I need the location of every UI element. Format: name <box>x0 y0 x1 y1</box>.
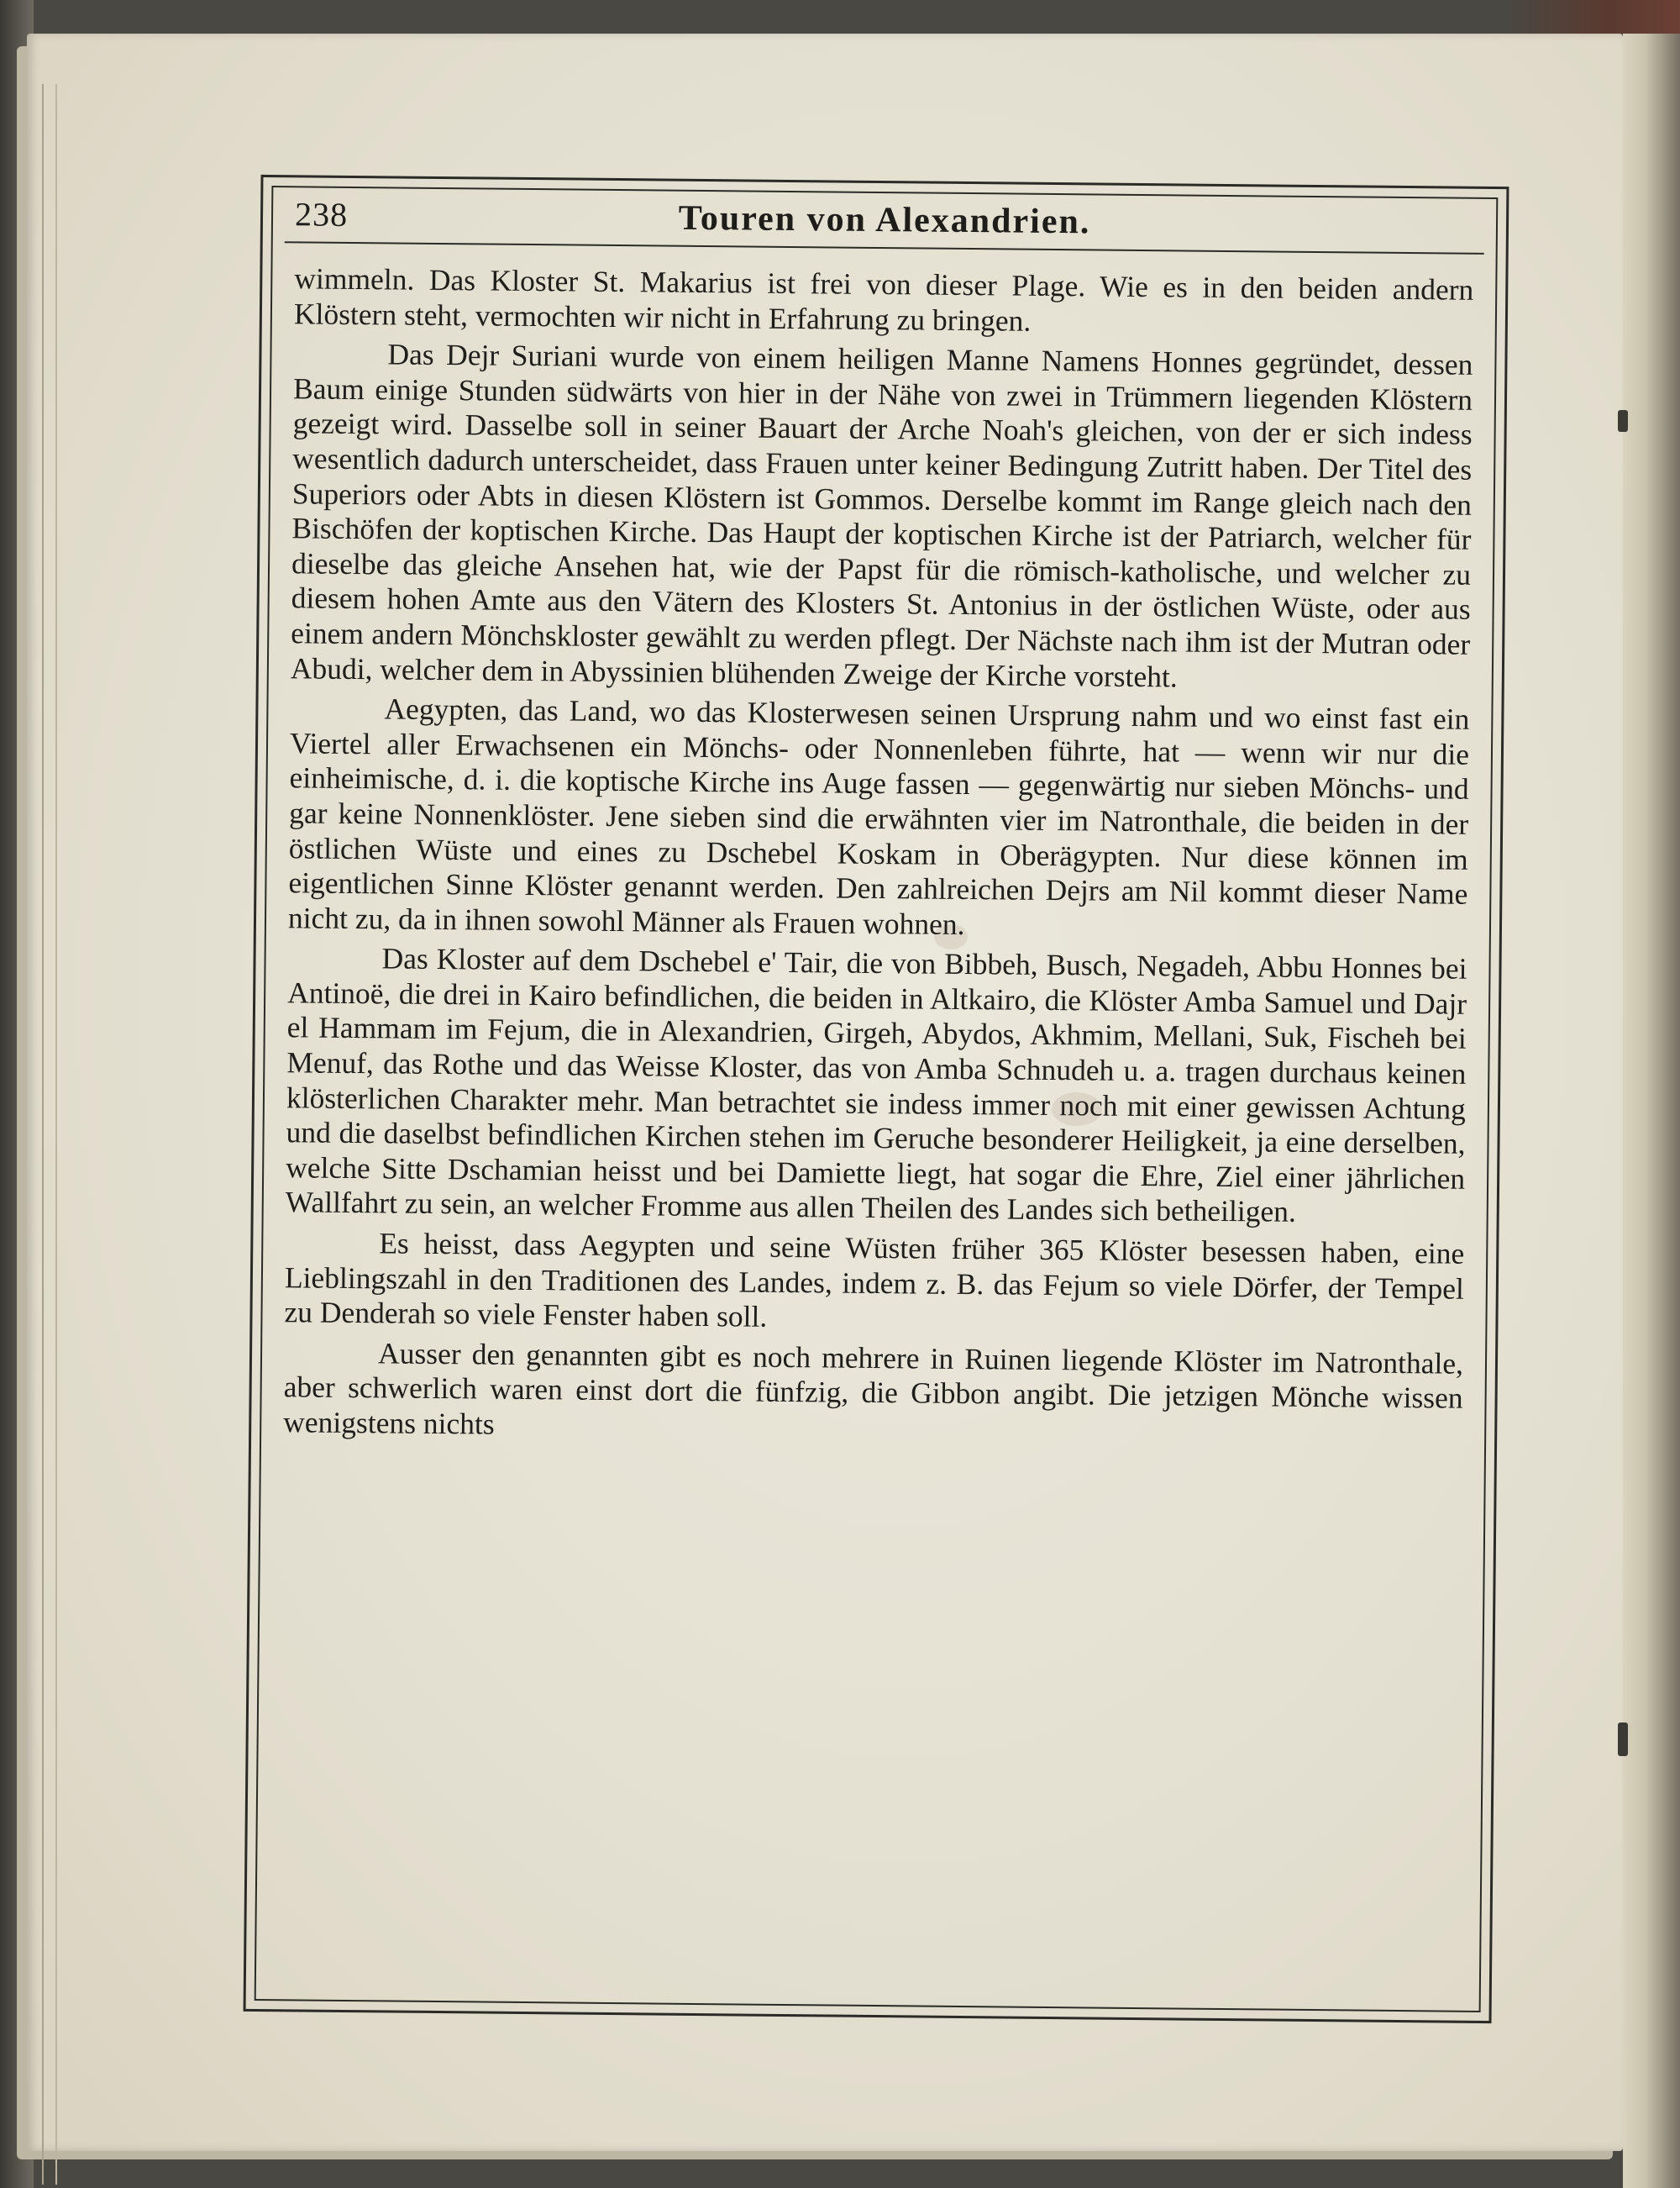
text-frame <box>244 175 1509 2023</box>
paragraph-continued: wimmeln. Das Kloster St. Makarius ist frei von dieser Plage. Wie es in den beiden andern Klöstern steht, vermochten wir nicht in Erfahrung zu bringen. <box>293 261 1474 338</box>
book-cover-corner <box>1504 0 1680 34</box>
paragraph: Aegypten, das Land, wo das Klosterwesen seinen Ursprung nahm und wo einst fast ein Viertel aller Erwachsenen ein Mönchs- oder Nonnenleben führte, hat — wenn wir nur die einheimische, d. i. die koptische Kirche ins Auge fassen — gegenwärtig nur sieben Mönchs- und gar keine Nonnenklöster. Jene sieben sind die erwähnten vier im Natronthale, die beiden in der östlichen Wüste und eines zu Dschebel Koskam in Oberägypten. Nur diese können im eigentlichen Sinne Klöster genannt werden. Den zahlreichen Dejrs am Nil kommt dieser Name nicht zu, da in ihnen sowohl Männer als Frauen wohnen. <box>287 692 1470 941</box>
book-spine-edge <box>1623 0 1680 2188</box>
text-body <box>283 261 1473 1451</box>
page-number: 238 <box>294 195 349 234</box>
paragraph: Ausser den genannten gibt es noch mehrere in Ruinen liegende Klöster im Natronthale, aber schwerlich waren einst dort die fünfzig, die Gibbon angibt. Die jetzigen Mönche wissen wenigstens nichts <box>283 1336 1464 1441</box>
running-title: Touren von Alexandrien. <box>678 198 1091 242</box>
paragraph: Es heisst, dass Aegypten und seine Wüsten früher 365 Klöster besessen haben, eine Lieblingszahl in den Traditionen des Landes, indem z. B. das Fejum so viele Dörfer, der Tempel zu Denderah so viele Fenster haben soll. <box>284 1226 1465 1333</box>
page-edge-lines <box>42 84 57 2185</box>
page-edge-notch <box>1618 410 1628 432</box>
page-header <box>285 189 1485 255</box>
paragraph: Das Dejr Suriani wurde von einem heiligen Manne Namens Honnes gegründet, dessen Baum einige Stunden südwärts von hier in der Nähe von zwei in Trümmern liegenden Klöstern gezeigt wird. Dasselbe soll in seiner Bauart der Arche Noah's gleichen, von der er sich indess wesentlich dadurch unterscheidet, dass Frauen unter keiner Bedingung Zutritt haben. Der Titel des Superiors oder Abts in diesen Klöstern ist Gommos. Derselbe kommt im Range gleich nach den Bischöfen der koptischen Kirche. Das Haupt der koptischen Kirche ist der Patriarch, welcher für dieselbe das gleiche Ansehen hat, wie der Papst für die römisch-katholische, und welcher zu diesem hohen Amte aus den Vätern des Klosters St. Antonius in der östlichen Wüste, oder aus einem andern Mönchskloster gewählt zu werden pflegt. Der Nächste nach ihm ist der Mutran oder Abudi, welcher dem in Abyssinien blühenden Zweige der Kirche vorsteht. <box>290 337 1473 693</box>
page-edge-notch <box>1618 1723 1628 1756</box>
paragraph: Das Kloster auf dem Dschebel e' Tair, die von Bibbeh, Busch, Negadeh, Abbu Honnes bei Antinoë, die drei in Kairo befindlichen, die beiden in Altkairo, die Klöster Amba Samuel und Dajr el Hammam im Fejum, die in Alexandrien, Girgeh, Abydos, Akhmim, Mellani, Suk, Fischeh bei Menuf, das Rothe und das Weisse Kloster, das von Amba Schnudeh u. a. tragen durchaus keinen klösterlichen Charakter mehr. Man betrachtet sie indess immer noch mit einer gewissen Achtung und die daselbst befindlichen Kirchen stehen im Geruche besonderer Heiligkeit, ja eine derselben, welche Sitte Dschamian heisst und bei Damiette liegt, hat sogar die Ehre, Ziel einer jährlichen Wallfahrt zu sein, an welcher Fromme aus allen Theilen des Landes sich betheiligen. <box>285 941 1467 1229</box>
